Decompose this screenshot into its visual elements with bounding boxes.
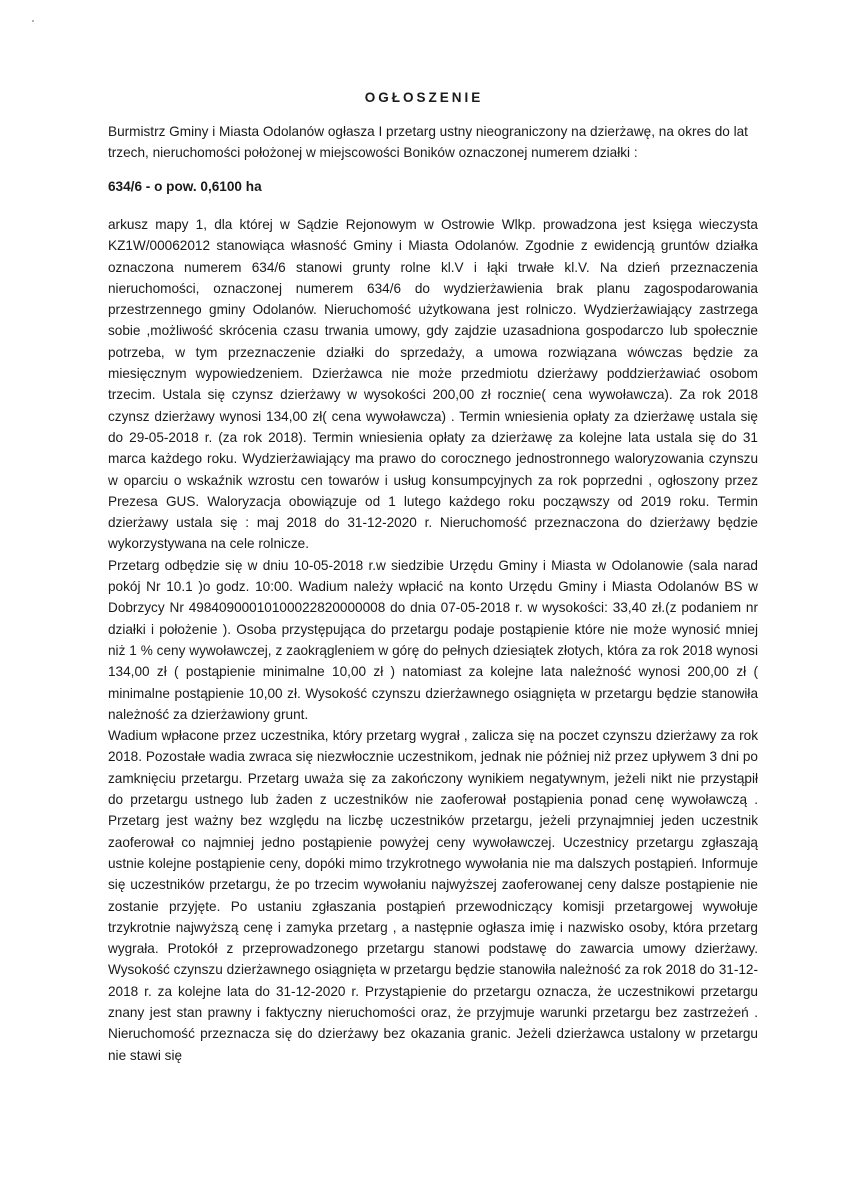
scan-speck: [32, 20, 34, 22]
paragraph-tender-rules: Wadium wpłacone przez uczestnika, który przetarg wygrał , zalicza się na poczet czynszu dzierżawy za rok 2018. Pozostałe wadia zwraca się niezwłocznie uczestnikom, jednak nie później niż przez upływem 3 dni po zamknięciu przetargu. Przetarg uważa się za zakończony wynikiem negatywnym, jeżeli nikt nie przystąpił do przetargu ustnego lub żaden z uczestników nie zaoferował postąpienia ponad cenę wywoławczą . Przetarg jest ważny bez względu na liczbę uczestników przetargu, jeżeli przynajmniej jeden uczestnik zaoferował co najmniej jedno postąpienie powyżej ceny wywoławczej. Uczestnicy przetargu zgłaszają ustnie kolejne postąpienie ceny, dopóki mimo trzykrotnego wywołania nie ma dalszych postąpień. Informuje się uczestników przetargu, że po trzecim wywołaniu najwyższej zaoferowanej ceny dalsze postąpienie nie zostanie przyjęte. Po ustaniu zgłaszania postąpień przewodniczący komisji przetargowej wywołuje trzykrotnie najwyższą cenę i zamyka przetarg , a następnie ogłasza imię i nazwisko osoby, która przetarg wygrała. Protokół z przeprowadzonego przetargu stanowi podstawę do zawarcia umowy dzierżawy. Wysokość czynszu dzierżawnego osiągnięta w przetargu będzie stanowiła należność za rok 2018 do 31-12-2018 r. za kolejne lata do 31-12-2020 r. Przystąpienie do przetargu oznacza, że uczestnikowi przetargu znany jest stan prawny i faktyczny nieruchomości oraz, że przyjmuje warunki przetargu bez zastrzeżeń . Nieruchomość przeznacza się do dzierżawy bez okazania granic. Jeżeli dzierżawca ustalony w przetargu nie stawi się: [108, 728, 758, 1063]
paragraph-property-terms: arkusz mapy 1, dla której w Sądzie Rejonowym w Ostrowie Wlkp. prowadzona jest księga wieczysta KZ1W/00062012 stanowiąca własność Gminy i Miasta Odolanów. Zgodnie z ewidencją gruntów działka oznaczona numerem 634/6 stanowi grunty rolne kl.V i łąki trwałe kl.V. Na dzień przeznaczenia nieruchomości, oznaczonej numerem 634/6 do wydzierżawienia brak planu zagospodarowania przestrzennego gminy Odolanów. Nieruchomość użytkowana jest rolniczo. Wydzierżawiający zastrzega sobie ,możliwość skrócenia czasu trwania umowy, gdy zajdzie uzasadniona gospodarczo lub społecznie potrzeba, w tym przeznaczenie działki do sprzedaży, a umowa rozwiązana wówczas będzie za miesięcznym wypowiedzeniem. Dzierżawca nie może przedmiotu dzierżawy poddzierżawiać osobom trzecim. Ustala się czynsz dzierżawy w wysokości 200,00 zł rocznie( cena wywoławcza). Za rok 2018 czynsz dzierżawy wynosi 134,00 zł( cena wywoławcza) . Termin wniesienia opłaty za dzierżawę ustala się do 29-05-2018 r. (za rok 2018). Termin wniesienia opłaty za dzierżawę za kolejne lata ustala się do 31 marca każdego roku. Wydzierżawiający ma prawo do corocznego jednostronnego waloryzowania czynszu w oparciu o wskaźnik wzrostu cen towarów i usług konsumpcyjnych za rok poprzedni , ogłoszony przez Prezesa GUS. Waloryzacja obowiązuje od 1 lutego każdego roku począwszy od 2019 roku. Termin dzierżawy ustala się : maj 2018 do 31-12-2020 r. Nieruchomość przeznaczona do dzierżawy będzie wykorzystywana na cele rolnicze.: [108, 217, 758, 552]
intro-paragraph: [108, 121, 758, 163]
announcement-body: [108, 214, 758, 1066]
announcement-title: OGŁOSZENIE: [364, 90, 484, 105]
plot-number-line: 634/6 - o pow. 0,6100 ha: [108, 179, 262, 194]
paragraph-tender-details: Przetarg odbędzie się w dniu 10-05-2018 r.w siedzibie Urzędu Gminy i Miasta w Odolanowie (sala narad pokój Nr 10.1 )o godz. 10:00. Wadium należy wpłacić na konto Urzędu Gminy i Miasta Odolanów BS w Dobrzycy Nr 49840900010100022820000008 do dnia 07-05-2018 r. w wysokości: 33,40 zł.(z podaniem nr działki i położenie ). Osoba przystępująca do przetargu podaje postąpienie które nie może wynosić mniej niż 1 % ceny wywoławczej, z zaokrągleniem w górę do pełnych dziesiątek złotych, która za rok 2018 wynosi 134,00 zł ( postąpienie minimalne 10,00 zł ) natomiast za kolejne lata należność wynosi 200,00 zł ( minimalne postąpienie 10,00 zł. Wysokość czynszu dzierżawnego osiągnięta w przetargu będzie stanowiła należność za dzierżawiony grunt.: [108, 557, 758, 722]
intro-text: Burmistrz Gminy i Miasta Odolanów ogłasza I przetarg ustny nieograniczony na dzierżawę, na okres do lat trzech, nieruchomości położonej w miejscowości Boników oznaczonej numerem działki :: [108, 124, 748, 160]
